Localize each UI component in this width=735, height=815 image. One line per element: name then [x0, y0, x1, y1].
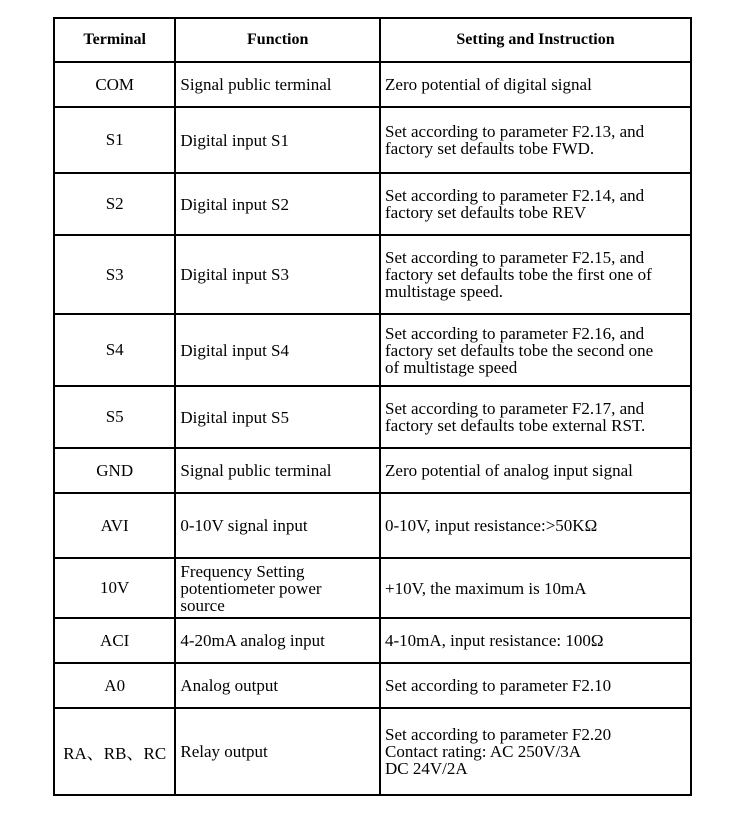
cell-setting-line: 0-10V, input resistance:>50KΩ: [385, 516, 598, 535]
cell-setting: [380, 235, 691, 314]
cell-setting-line: factory set defaults tobe FWD.: [385, 139, 595, 158]
cell-terminal: S5: [54, 386, 175, 448]
cell-setting: [380, 448, 691, 493]
cell-function: [175, 558, 380, 618]
cell-setting-line: DC 24V/2A: [385, 759, 468, 778]
cell-function-line: Digital input S4: [180, 340, 289, 360]
cell-setting-line: multistage speed.: [385, 282, 504, 301]
table-row: [54, 173, 691, 235]
cell-terminal: RA、RB、RC: [54, 708, 175, 795]
table-row: [54, 708, 691, 795]
cell-setting-line: Set according to parameter F2.16, and: [385, 323, 645, 343]
table-row: [54, 314, 691, 386]
cell-setting-line: factory set defaults tobe the first one of: [385, 265, 652, 284]
cell-function: [175, 235, 380, 314]
cell-setting-line: factory set defaults tobe external RST.: [385, 416, 646, 435]
header-setting: Setting and Instruction: [380, 18, 691, 62]
header-terminal: Terminal: [54, 18, 175, 62]
cell-function-line: Digital input S3: [180, 265, 289, 284]
cell-function-line: Frequency Setting: [180, 561, 305, 581]
cell-terminal: 10V: [54, 558, 175, 618]
cell-setting-line: Set according to parameter F2.13, and: [385, 122, 645, 141]
cell-setting-line: Zero potential of digital signal: [385, 75, 592, 94]
cell-setting: [380, 708, 691, 795]
cell-function-line: Digital input S1: [180, 130, 289, 150]
cell-function-line: Relay output: [180, 742, 268, 761]
cell-function: [175, 618, 380, 663]
table-row: [54, 618, 691, 663]
cell-function-line: Signal public terminal: [180, 75, 332, 94]
cell-function-line: 0-10V signal input: [180, 516, 308, 535]
header-row: [54, 18, 691, 62]
cell-terminal: COM: [54, 62, 175, 107]
cell-function: [175, 386, 380, 448]
cell-terminal: AVI: [54, 493, 175, 558]
cell-setting-line: factory set defaults tobe the second one: [385, 340, 654, 360]
cell-setting-line: Set according to parameter F2.14, and: [385, 186, 645, 205]
cell-setting-line: factory set defaults tobe REV: [385, 203, 587, 222]
cell-setting-line: +10V, the maximum is 10mA: [385, 578, 587, 598]
cell-function: [175, 663, 380, 708]
table-row: [54, 235, 691, 314]
cell-setting: [380, 618, 691, 663]
cell-setting: [380, 558, 691, 618]
cell-setting: [380, 62, 691, 107]
cell-function-line: Digital input S5: [180, 407, 289, 427]
cell-terminal: S1: [54, 107, 175, 173]
cell-function: [175, 448, 380, 493]
cell-setting: [380, 314, 691, 386]
cell-function-line: source: [180, 595, 225, 615]
cell-terminal: GND: [54, 448, 175, 493]
cell-setting-line: Set according to parameter F2.17, and: [385, 399, 645, 418]
cell-function-line: Analog output: [180, 676, 279, 695]
table-row: [54, 62, 691, 107]
cell-terminal: S4: [54, 314, 175, 386]
cell-function-line: 4-20mA analog input: [180, 631, 325, 650]
terminal-table: [53, 17, 692, 796]
cell-setting: [380, 493, 691, 558]
header-function: Function: [175, 18, 380, 62]
cell-function-line: Digital input S2: [180, 194, 289, 214]
cell-setting: [380, 107, 691, 173]
cell-function-line: Signal public terminal: [180, 461, 332, 480]
table-row: [54, 448, 691, 493]
cell-terminal: S2: [54, 173, 175, 235]
table-body: [54, 62, 691, 795]
cell-setting-line: 4-10mA, input resistance: 100Ω: [385, 631, 604, 650]
cell-function: [175, 708, 380, 795]
cell-function: [175, 62, 380, 107]
table-row: [54, 107, 691, 173]
cell-setting-line: Set according to parameter F2.10: [385, 676, 612, 695]
cell-setting-line: Zero potential of analog input signal: [385, 461, 633, 480]
cell-function: [175, 173, 380, 235]
cell-function-line: potentiometer power: [180, 578, 322, 598]
cell-setting: [380, 173, 691, 235]
cell-setting: [380, 386, 691, 448]
cell-setting-line: Set according to parameter F2.15, and: [385, 248, 645, 267]
table-row: [54, 663, 691, 708]
cell-terminal: S3: [54, 235, 175, 314]
cell-function: [175, 107, 380, 173]
cell-terminal: ACI: [54, 618, 175, 663]
cell-setting-line: of multistage speed: [385, 357, 518, 377]
cell-setting-line: Contact rating: AC 250V/3A: [385, 742, 581, 761]
cell-function: [175, 493, 380, 558]
cell-function: [175, 314, 380, 386]
table-row: [54, 558, 691, 618]
cell-terminal: A0: [54, 663, 175, 708]
table-row: [54, 493, 691, 558]
cell-setting-line: Set according to parameter F2.20: [385, 725, 612, 744]
table-row: [54, 386, 691, 448]
cell-setting: [380, 663, 691, 708]
